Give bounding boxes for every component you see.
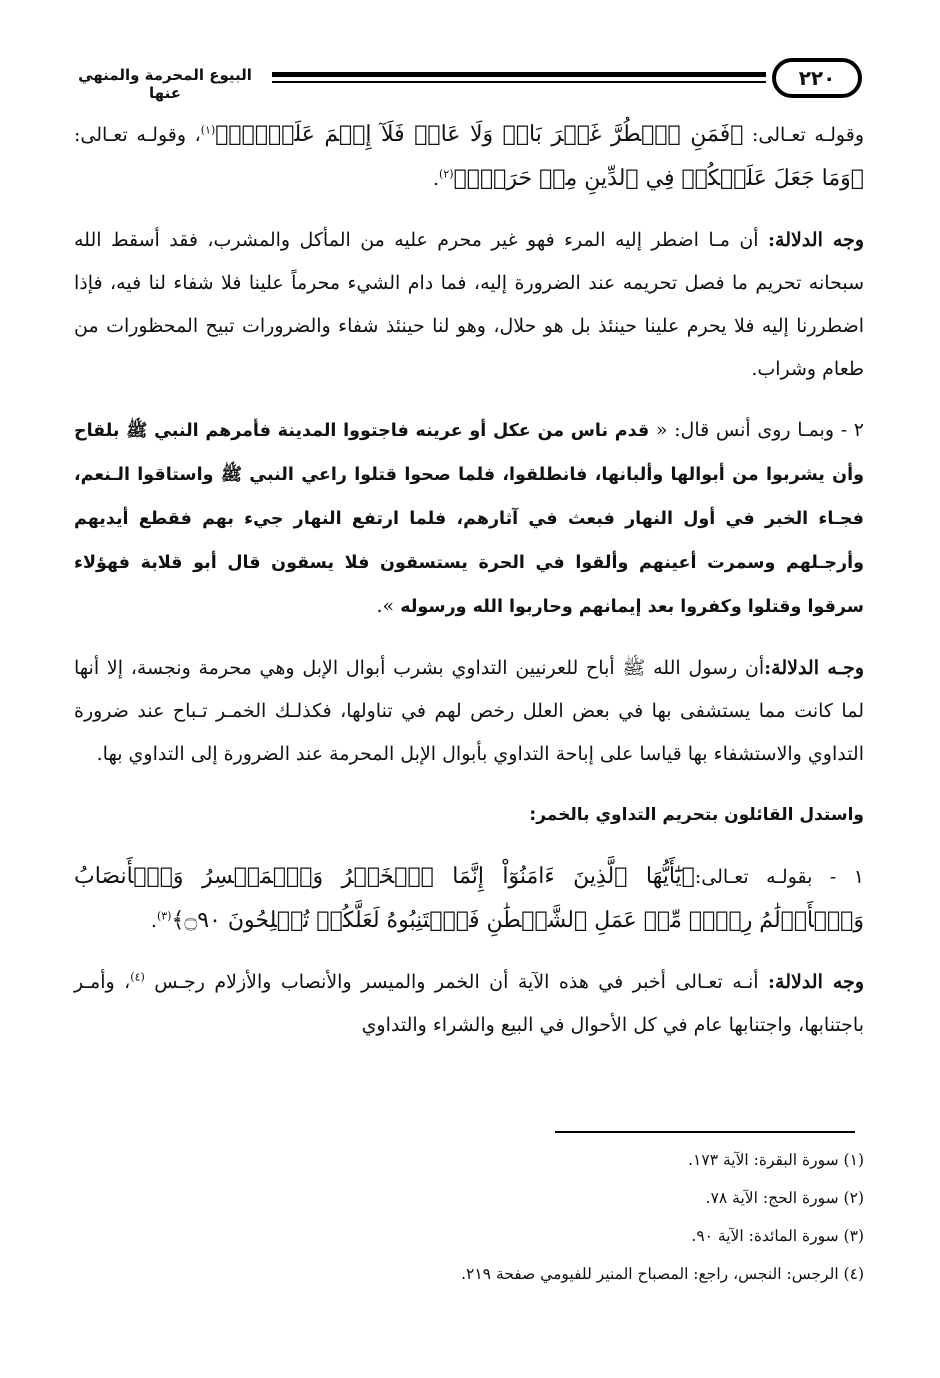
footnote-ref-2: (٢) [439,167,454,181]
paragraph-verses [74,113,864,201]
inference-text-cont: ، وأمـر باجتنابها، واجتنابها عام في كل الأحوال في البيع والشراء والتداوي [74,971,864,1036]
footnote-ref-1: (١) [200,123,216,137]
section-heading: واستدل القائلون بتحريم التداوي بالخمر: [529,805,864,825]
inference-text: أن رسول الله ﷺ أباح للعرنيين التداوي بشرب أبوال الإبل وهي محرمة ونجسة، إلا أنها لما كانت مما يستشفى بها في بعض العلل رخص لهم في تناولها، فكذلـك الخمـر تـباح عند ضرورة التداوي والاستشفاء بها قياسا على إباحة التداوي بأبوال الإبل المحرمة عند الضرورة إلى التداوي بها. [74,657,864,765]
inference-text: أن مـا اضطر إليه المرء فهو غير محرم عليه من المأكل والمشرب، فقد أسقط الله سبحانه تحريم ما فصل تحريمه عند الضرورة إليه، فما دام الشيء محرماً علينا فلا شفاء لنا فيه، فإذا اضطررنا إليه فلا يحرم علينا حينئذ بل هو حلال، وهو لنا حينئذ شفاء والضرورات تبيح المحظورات من طعام وشراب. [74,229,864,380]
footnote-ref-3: (٣) [156,909,172,923]
verse-connector: ، وقولـه تعـالى: [74,124,201,146]
paragraph-inference-1 [74,219,864,391]
quran-verse-2: ﴿وَمَا جَعَلَ عَلَيۡكُمۡ فِي ٱلدِّينِ مِنۡ حَرَجٖۚ﴾ [453,166,864,191]
inference-label: وجه الدلالة: [768,229,864,251]
footnote-ref-4: (٤) [130,970,145,984]
footnote: (٢) سورة الحج: الآية ٧٨. [705,1189,864,1207]
footnote: (١) سورة البقرة: الآية ١٧٣. [688,1151,864,1169]
footnotes [74,1150,864,1302]
paragraph-verse-3 [74,855,864,943]
running-title: البيوع المحرمة والمنهي عنها [78,66,252,102]
main-text [74,113,864,1065]
paragraph-hadith [74,409,864,629]
quran-verse-3: ﴿يَٰٓأَيُّهَا ٱلَّذِينَ ءَامَنُوٓاْ إِنَّمَا ٱلۡخَمۡرُ وَٱلۡمَيۡسِرُ وَٱلۡأَنصَابُ وَٱلۡأَزۡلَٰمُ رِجۡسٞ مِّنۡ عَمَلِ ٱلشَّيۡطَٰنِ فَٱجۡتَنِبُوهُ لَعَلَّكُمۡ تُفۡلِحُونَ ۝٩٠﴾ [74,864,864,933]
page-header [62,52,862,104]
verse-intro: ١ - بقولـه تعـالى: [694,866,865,888]
verse-end: . [150,910,157,932]
hadith-end: ». [376,595,401,617]
paragraph-inference-2 [74,647,864,776]
hadith-text: قدم ناس من عكل أو عرينه فاجتووا المدينة فأمرهم النبي ﷺ بلقاح وأن يشربوا من أبوالها وألبانها، فانطلقوا، فلما صحوا قتلوا راعي النبي ﷺ واستاقوا الـنعم، فجـاء الخبر في أول النهار فبعث في آثارهم، فلما ارتفع النهار جيء بهم فقطع أيديهم وأرجـلهم وسمرت أعينهم وألقوا في الحرة يستسقون فلا يسقون قال أبو قلابة فهؤلاء سرقوا وقتلوا وكفروا بعد إيمانهم وحاربوا الله ورسوله [74,421,864,617]
footnote: (٣) سورة المائدة: الآية ٩٠. [691,1227,864,1245]
verse-intro: وقولـه تعـالى: [743,124,865,146]
quran-verse-1: ﴿فَمَنِ ٱضۡطُرَّ غَيۡرَ بَاغٖ وَلَا عَادٖ فَلَآ إِثۡمَ عَلَيۡهِۚ﴾ [215,122,744,147]
header-rule-thick [272,72,766,77]
header-rule [272,72,766,86]
inference-label: وجه الدلالة: [768,971,864,993]
hadith-intro: ٢ - وبمـا روى أنس قال: « [649,419,864,441]
inference-text: أنـه تعـالى أخبر في هذه الآية أن الخمر والميسر والأنصاب والأزلام رجـس [144,971,768,993]
footnote-separator [555,1131,855,1133]
inference-label: وجـه الدلالة: [764,657,864,679]
header-rule-thin [272,81,766,83]
page-number: ٢٢٠ [772,58,862,98]
verse-end: . [433,168,440,190]
paragraph-inference-3 [74,961,864,1047]
footnote: (٤) الرجس: النجس، راجع: المصباح المنير للفيومي صفحة ٢١٩. [461,1265,864,1283]
